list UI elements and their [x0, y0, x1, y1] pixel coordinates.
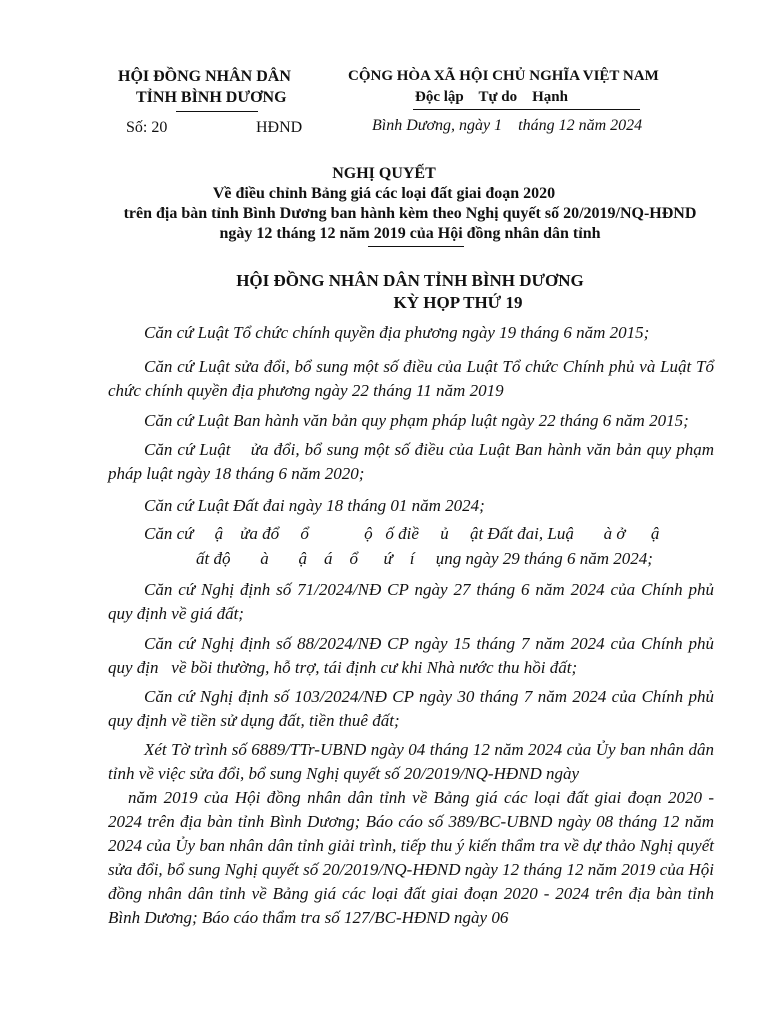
legal-basis-3: Căn cứ Luật Ban hành văn bản quy phạm pháp luật ngày 22 tháng 6 năm 2015; [144, 411, 689, 430]
title-line-3: ngày 12 tháng 12 năm 2019 của Hội đồng nhân dân tỉnh [219, 225, 601, 242]
legal-basis-6-line-2: ất độ à ậ á ổ ứ í ụng ngày 29 tháng 6 năm 2024; [196, 549, 653, 568]
legal-basis-9: Căn cứ Nghị định số 103/2024/NĐ CP ngày 30 tháng 7 năm 2024 của Chính phủ quy định về tiền sử dụng đất, tiền thuê đất; [108, 687, 714, 730]
legal-basis-2: Căn cứ Luật sửa đổi, bổ sung một số điều của Luật Tổ chức Chính phủ và Luật Tổ chức chính quyền địa phương ngày 22 tháng 11 năm 2019 [108, 357, 714, 400]
legal-basis-6-line-1: Căn cứ ậ ửa đổ ổ ộ ố điề ủ ật Đất đai, Luậ à ở ậ [144, 524, 660, 543]
legal-basis-5: Căn cứ Luật Đất đai ngày 18 tháng 01 năm 2024; [144, 496, 485, 515]
place-date: Bình Dương, ngày 1 tháng 12 năm 2024 [372, 117, 643, 134]
council-name: HỘI ĐỒNG NHÂN DÂN TỈNH BÌNH DƯƠNG [236, 271, 584, 290]
title-underline [368, 246, 464, 247]
document-number-suffix: HĐND [256, 119, 303, 136]
title-line-1: Về điều chỉnh Bảng giá các loại đất giai đoạn 2020 [212, 185, 556, 202]
document-number: Số: 20 [126, 119, 168, 136]
legal-basis-4: Căn cứ Luật ửa đổi, bổ sung một số điều của Luật Ban hành văn bản quy phạm pháp luật ngày 18 tháng 6 năm 2020; [108, 440, 719, 483]
legal-basis-7: Căn cứ Nghị định số 71/2024/NĐ CP ngày 27 tháng 6 năm 2024 của Chính phủ quy định về giá đất; [108, 580, 714, 623]
consideration-part-2: năm 2019 của Hội đồng nhân dân tỉnh về Bảng giá các loại đất giai đoạn 2020 - 2024 trên địa bàn tỉnh Bình Dương; Báo cáo số 389/BC-UBND ngày 08 tháng 12 năm 2024 của Ủy ban nhân dân tỉnh giải trình, tiếp thu ý kiến thẩm tra về dự thảo Nghị quyết sửa đổi, bổ sung Nghị quyết số 20/2019/NQ-HĐND ngày 12 tháng 12 năm 2019 của Hội đồng nhân dân tỉnh về Bảng giá các loại đất giai đoạn 2020 - 2024 trên địa bàn tỉnh Bình Dương; Báo cáo thẩm tra số 127/BC-HĐND ngày 06 [108, 788, 714, 927]
issuer-province: TỈNH BÌNH DƯƠNG [136, 89, 287, 106]
national-motto: Độc lập Tự do Hạnh [415, 89, 568, 105]
title-line-2: trên địa bàn tỉnh Bình Dương ban hành kèm theo Nghị quyết số 20/2019/NQ-HĐND [123, 205, 697, 222]
issuer-name: HỘI ĐỒNG NHÂN DÂN [118, 68, 291, 85]
consideration-part-1: Xét Tờ trình số 6889/TTr-UBND ngày 04 tháng 12 năm 2024 của Ủy ban nhân dân tỉnh về việc sửa đổi, bổ sung Nghị quyết số 20/2019/NQ-HĐND ngày [108, 740, 714, 783]
legal-basis-8: Căn cứ Nghị định số 88/2024/NĐ CP ngày 15 tháng 7 năm 2024 của Chính phủ quy địn về bồi thường, hỗ trợ, tái định cư khi Nhà nước thu hồi đất; [108, 634, 719, 677]
issuer-underline [176, 111, 258, 112]
document-type: NGHỊ QUYẾT [332, 165, 436, 182]
motto-underline [413, 109, 640, 110]
legal-basis-1: Căn cứ Luật Tổ chức chính quyền địa phương ngày 19 tháng 6 năm 2015; [144, 323, 650, 342]
national-title: CỘNG HÒA XÃ HỘI CHỦ NGHĨA VIỆT NAM [348, 68, 659, 84]
session-name: KỲ HỌP THỨ 19 [393, 293, 523, 312]
